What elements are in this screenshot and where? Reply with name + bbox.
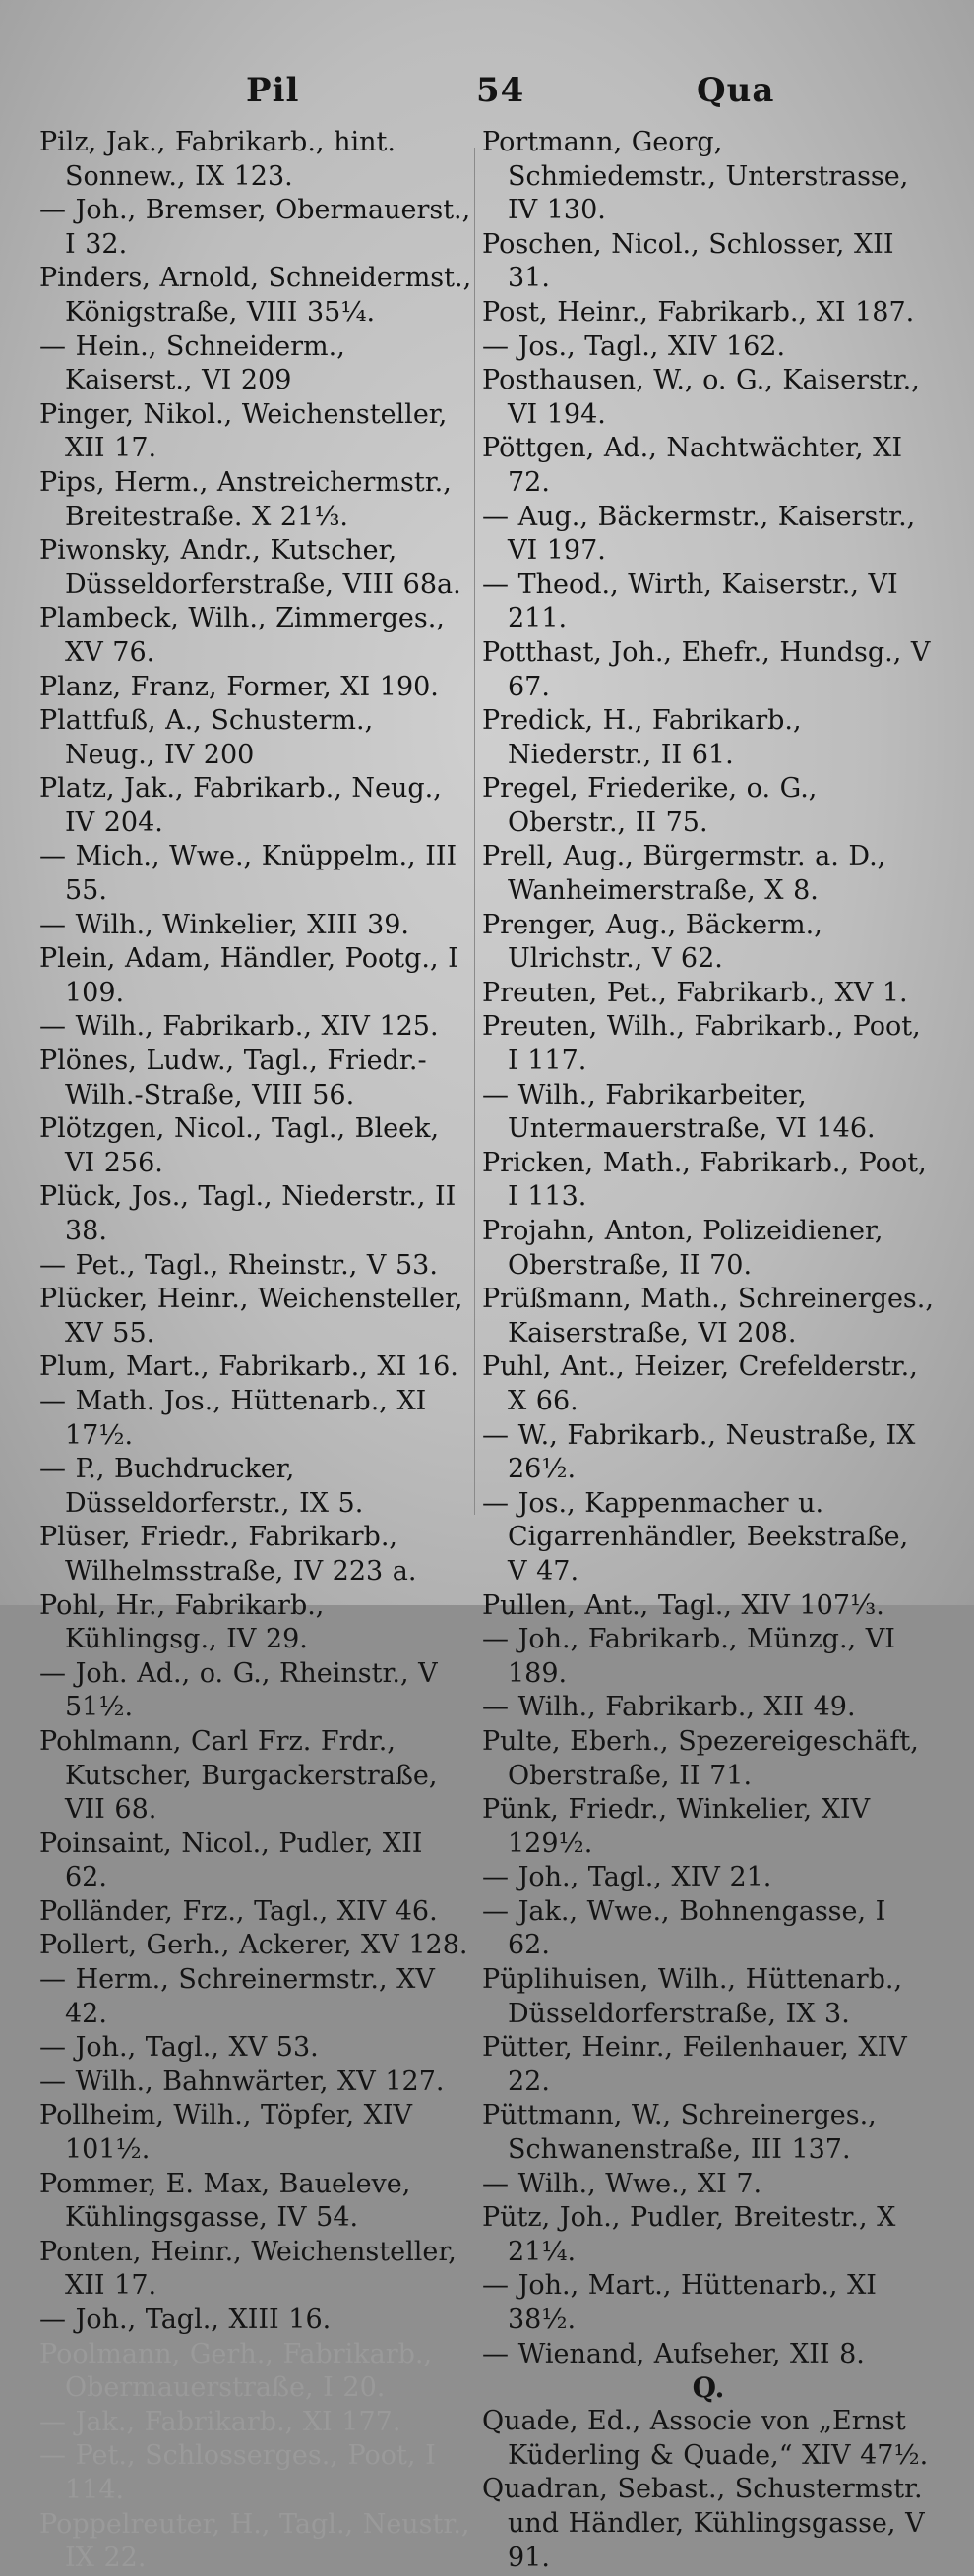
directory-entry: — W., Fabrikarb., Neustraße, IX 26½. (482, 1419, 916, 1485)
directory-entry: — Wilh., Fabrikarbeiter, Untermauerstraße, VI 146. (482, 1079, 876, 1145)
directory-entry: Pollert, Gerh., Ackerer, XV 128. (39, 1930, 468, 1961)
faded-directory-entry: — Pet., Schlosserges., Poot, I 114. (39, 2440, 436, 2505)
section-letter-heading: Q. (692, 2371, 725, 2405)
directory-entry: Piwonsky, Andr., Kutscher, Düsseldorferstraße, VIII 68a. (39, 535, 461, 600)
page-header (0, 71, 974, 120)
directory-entry: Plücker, Heinr., Weichensteller, XV 55. (39, 1284, 463, 1348)
directory-entry: Pommer, E. Max, Baueleve, Kühlingsgasse, IV 54. (39, 2168, 411, 2234)
directory-entry: Polländer, Frz., Tagl., XIV 46. (39, 1895, 438, 1927)
directory-entry: Pips, Herm., Anstreichermstr., Breitestraße. X 21⅓. (39, 466, 452, 532)
directory-entry: Prenger, Aug., Bäckerm., Ulrichstr., V 62. (482, 909, 822, 975)
directory-entry: Pilz, Jak., Fabrikarb., hint. Sonnew., IX 123. (39, 127, 396, 192)
directory-entry: Pricken, Math., Fabrikarb., Poot, I 113. (482, 1147, 927, 1213)
faded-directory-entry: Poolmann, Gerh., Fabrikarb., Obermauerstraße, I 20. (39, 2338, 433, 2404)
directory-entry: Prell, Aug., Bürgermstr. a. D., Wanheimerstraße, X 8. (482, 841, 886, 907)
directory-entry: — Wilh., Fabrikarb., XIV 125. (39, 1011, 439, 1043)
directory-entry: Portmann, Georg, Schmiedemstr., Unterstrasse, IV 130. (482, 127, 909, 226)
directory-entry: Puhl, Ant., Heizer, Crefelderstr., X 66. (482, 1351, 918, 1416)
directory-entry: — Theod., Wirth, Kaiserstr., VI 211. (482, 569, 898, 634)
directory-entry: — Joh., Tagl., XIV 21. (482, 1862, 772, 1893)
directory-entry: Potthast, Joh., Ehefr., Hundsg., V 67. (482, 636, 931, 702)
directory-entry: — Jos., Kappenmacher u. Cigarrenhändler, Beekstraße, V 47. (482, 1487, 909, 1587)
directory-entry: Pünk, Friedr., Winkelier, XIV 129½. (482, 1794, 871, 1859)
directory-entry: — Hein., Schneiderm., Kaiserst., VI 209 (39, 330, 345, 396)
directory-entry: Plötzgen, Nicol., Tagl., Bleek, VI 256. (39, 1113, 440, 1178)
directory-entry: Pinger, Nikol., Weichensteller, XII 17. (39, 398, 448, 464)
directory-entry: — Joh., Mart., Hüttenarb., XI 38½. (482, 2270, 877, 2335)
column-divider (474, 148, 475, 1515)
directory-entry: — Jak., Wwe., Bohnengasse, I 62. (482, 1895, 886, 1961)
directory-entry: Pulte, Eberh., Spezereigeschäft, Oberstraße, II 71. (482, 1725, 919, 1791)
directory-entry: Preuten, Wilh., Fabrikarb., Poot, I 117. (482, 1011, 921, 1077)
directory-entry: — Math. Jos., Hüttenarb., XI 17½. (39, 1385, 427, 1451)
directory-entry: — Aug., Bäckermstr., Kaiserstr., VI 197. (482, 501, 916, 567)
directory-entry: Pütter, Heinr., Feilenhauer, XIV 22. (482, 2032, 907, 2097)
directory-entry: Pregel, Friederike, o. G., Oberstr., II 75. (482, 773, 818, 838)
page-number: 54 (476, 71, 525, 110)
header-right-keyword: Qua (697, 71, 775, 110)
directory-entry: Poschen, Nicol., Schlosser, XII 31. (482, 228, 894, 294)
directory-entry: Posthausen, W., o. G., Kaiserstr., VI 194. (482, 365, 920, 430)
directory-entry: — Joh., Tagl., XIII 16. (39, 2305, 332, 2335)
directory-entry: Platz, Jak., Fabrikarb., Neug., IV 204. (39, 773, 442, 838)
directory-entry: Püttmann, W., Schreinerges., Schwanenstraße, III 137. (482, 2100, 877, 2166)
directory-entry: — Wilh., Fabrikarb., XII 49. (482, 1692, 856, 1723)
directory-entry: — P., Buchdrucker, Düsseldorferstr., IX 5. (39, 1454, 364, 1519)
directory-entry: Projahn, Anton, Polizeidiener, Oberstraße, II 70. (482, 1216, 883, 1281)
directory-entry: — Mich., Wwe., Knüppelm., III 55. (39, 841, 457, 907)
directory-entry: Poinsaint, Nicol., Pudler, XII 62. (39, 1827, 423, 1893)
directory-entry: — Wilh., Winkelier, XIII 39. (39, 909, 410, 940)
directory-entry: Pullen, Ant., Tagl., XIV 107⅓. (482, 1589, 884, 1621)
directory-entry: Plein, Adam, Händler, Pootg., I 109. (39, 943, 458, 1008)
right-column (482, 126, 935, 2575)
directory-entry: Predick, H., Fabrikarb., Niederstr., II 61. (482, 705, 802, 770)
directory-entry: — Wilh., Wwe., XI 7. (482, 2168, 762, 2199)
directory-entry: — Wilh., Bahnwärter, XV 127. (39, 2066, 445, 2097)
directory-entry: Pütz, Joh., Pudler, Breitestr., X 21¼. (482, 2202, 896, 2267)
directory-entry: — Herm., Schreinermstr., XV 42. (39, 1964, 435, 2029)
faded-directory-entry: Poppelreuter, H., Tagl., Neustr., IX 22. (39, 2508, 470, 2574)
directory-entry: Pöttgen, Ad., Nachtwächter, XI 72. (482, 433, 902, 498)
directory-entry: — Joh., Fabrikarb., Münzg., VI 189. (482, 1624, 895, 1689)
directory-entry: Plüser, Friedr., Fabrikarb., Wilhelmsstraße, IV 223 a. (39, 1522, 417, 1587)
directory-entry: Pinders, Arnold, Schneidermst., Königstraße, VIII 35¼. (39, 263, 472, 328)
directory-entry: Plönes, Ludw., Tagl., Friedr.-Wilh.-Straße, VIII 56. (39, 1046, 427, 1110)
directory-entry: — Jos., Tagl., XIV 162. (482, 330, 786, 362)
directory-entry: Pohlmann, Carl Frz. Frdr., Kutscher, Burgackerstraße, VII 68. (39, 1725, 438, 1826)
directory-entry: Prüßmann, Math., Schreinerges., Kaiserstraße, VI 208. (482, 1284, 934, 1348)
directory-entry: Pollheim, Wilh., Töpfer, XIV 101½. (39, 2100, 413, 2166)
directory-entry: Quade, Ed., Associe von „Ernst Küderling & Quade,“ XIV 47½. (482, 2406, 929, 2471)
directory-entry: Quadran, Sebast., Schustermstr. und Händler, Kühlingsgasse, V 91. (482, 2474, 925, 2573)
directory-entry: Plück, Jos., Tagl., Niederstr., II 38. (39, 1181, 457, 1246)
directory-entry: — Joh. Ad., o. G., Rheinstr., V 51½. (39, 1657, 438, 1723)
directory-entry: Püplihuisen, Wilh., Hüttenarb., Düsseldorferstraße, IX 3. (482, 1964, 903, 2029)
directory-entry: Plum, Mart., Fabrikarb., XI 16. (39, 1351, 458, 1383)
directory-entry: Ponten, Heinr., Weichensteller, XII 17. (39, 2236, 457, 2302)
header-left-keyword: Pil (246, 71, 300, 110)
directory-entry: Preuten, Pet., Fabrikarb., XV 1. (482, 977, 908, 1008)
directory-entry: — Wienand, Aufseher, XII 8. (482, 2338, 865, 2369)
directory-entry: Planz, Franz, Former, XI 190. (39, 671, 439, 702)
directory-entry: Pohl, Hr., Fabrikarb., Kühlingsg., IV 29. (39, 1589, 325, 1655)
directory-entry: Plattfuß, A., Schusterm., Neug., IV 200 (39, 705, 374, 770)
directory-entry: — Joh., Bremser, Obermauerst., I 32. (39, 195, 471, 260)
directory-entry: — Joh., Tagl., XV 53. (39, 2032, 319, 2064)
directory-entry: Plambeck, Wilh., Zimmerges., XV 76. (39, 603, 445, 668)
directory-entry: Post, Heinr., Fabrikarb., XI 187. (482, 296, 915, 328)
faded-directory-entry: — Jak., Fabrikarb., XI 177. (39, 2406, 401, 2437)
directory-entry: — Pet., Tagl., Rheinstr., V 53. (39, 1249, 438, 1281)
left-column (39, 126, 472, 2576)
